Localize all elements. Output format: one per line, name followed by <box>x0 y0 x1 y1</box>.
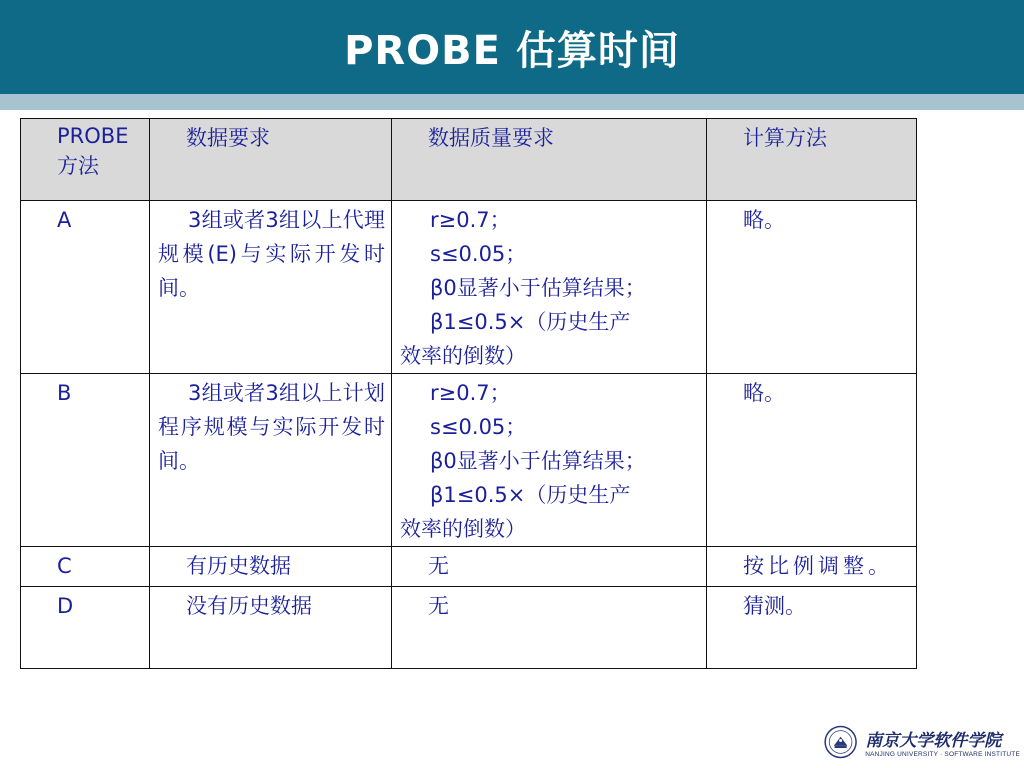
table-row <box>21 587 917 669</box>
row-a-data-requirement <box>150 201 392 374</box>
probe-methods-table <box>20 118 917 669</box>
row-c-calculation: 按比例调整。 <box>707 547 917 587</box>
table-row <box>21 201 917 374</box>
row-d-method: D <box>21 587 150 669</box>
title-accent-strip <box>0 94 1024 110</box>
row-b-data-requirement <box>150 374 392 547</box>
quality-line: 效率的倒数） <box>400 517 526 541</box>
row-a-data-requirement-text: 3组或者3组以上代理规模(E)与实际开发时间。 <box>158 208 385 300</box>
row-a-calculation: 略。 <box>707 201 917 374</box>
header-quality-requirement: 数据质量要求 <box>392 119 707 201</box>
quality-line: β1≤0.5×（历史生产 <box>430 483 631 507</box>
header-method <box>21 119 150 201</box>
row-c-method: C <box>21 547 150 587</box>
quality-line: β0显著小于估算结果； <box>430 276 646 300</box>
quality-line: β1≤0.5×（历史生产 <box>430 310 631 334</box>
quality-line: r≥0.7； <box>430 208 511 232</box>
row-d-data-requirement: 没有历史数据 <box>150 587 392 669</box>
row-b-data-requirement-text: 3组或者3组以上计划程序规模与实际开发时间。 <box>158 381 385 473</box>
logo-name-en: NANJING UNIVERSITY · SOFTWARE INSTITUTE <box>865 751 1020 758</box>
row-d-quality-requirement: 无 <box>392 587 707 669</box>
table-row <box>21 547 917 587</box>
header-method-label: PROBE 方法 <box>57 124 129 178</box>
quality-line: β0显著小于估算结果； <box>430 449 646 473</box>
slide-title: PROBE 估算时间 <box>344 27 680 74</box>
quality-line: s≤0.05； <box>430 415 527 439</box>
row-b-method: B <box>21 374 150 547</box>
university-logo <box>824 720 1020 764</box>
table-row <box>21 374 917 547</box>
table-header-row <box>21 119 917 201</box>
header-calculation-method: 计算方法 <box>707 119 917 201</box>
title-bar <box>0 0 1024 94</box>
university-seal-icon <box>824 720 857 764</box>
row-b-calculation: 略。 <box>707 374 917 547</box>
row-b-quality-requirement <box>392 374 707 547</box>
row-a-method: A <box>21 201 150 374</box>
header-data-requirement: 数据要求 <box>150 119 392 201</box>
row-a-quality-requirement <box>392 201 707 374</box>
row-d-calculation: 猜测。 <box>707 587 917 669</box>
quality-line: r≥0.7； <box>430 381 511 405</box>
row-c-quality-requirement: 无 <box>392 547 707 587</box>
logo-text <box>865 726 1020 758</box>
logo-name-cn: 南京大学软件学院 <box>865 731 1002 751</box>
row-c-data-requirement: 有历史数据 <box>150 547 392 587</box>
quality-line: s≤0.05； <box>430 242 527 266</box>
quality-line: 效率的倒数） <box>400 344 526 368</box>
